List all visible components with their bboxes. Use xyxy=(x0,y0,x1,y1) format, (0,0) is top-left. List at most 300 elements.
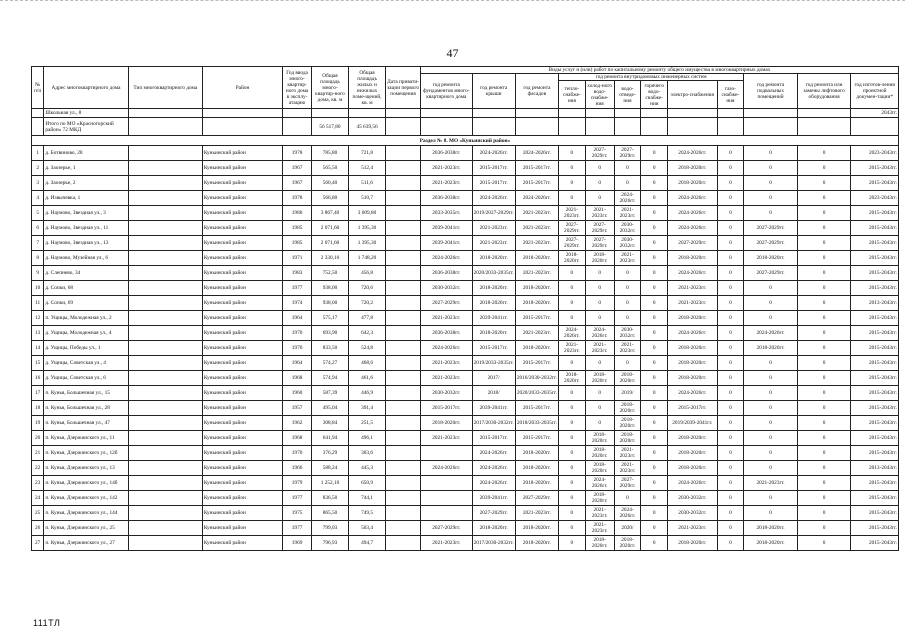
cell-project: 2015-2043гг. xyxy=(851,326,899,341)
cell-sewer: 2021-2023гг. xyxy=(614,461,641,476)
cell-heat: 0 xyxy=(559,281,586,296)
cell-basement: 0 xyxy=(744,146,798,161)
cell-heat: 0 xyxy=(559,401,586,416)
cell-electric: 2024-2026гг. xyxy=(668,326,717,341)
cell-roof: 2019/2033-2035гг. xyxy=(472,356,515,371)
cell-roof: 2021-2023гг. xyxy=(472,236,515,251)
cell-hot-water: 0 xyxy=(641,206,668,221)
header-living-area: Общая площадь жилых и нежилых поме-щений, кв. м xyxy=(349,67,386,109)
cell-foundation: 2024-2026гг. xyxy=(421,251,472,266)
cell-roof: 2015-2017гг. xyxy=(472,161,515,176)
cell-basement: 2027-2029гг. xyxy=(744,236,798,251)
cell-project: 2015-2043гг. xyxy=(851,266,899,281)
cell-total-area: 752,50 xyxy=(311,266,348,281)
cell-heat: 0 xyxy=(559,461,586,476)
cell-type xyxy=(128,461,202,476)
table-row xyxy=(32,371,899,386)
header-sewer: водо-отведе-ния xyxy=(614,81,641,109)
table-row xyxy=(32,266,899,281)
cell-heat: 2018-2020гг. xyxy=(559,371,586,386)
cell-num: 20 xyxy=(32,431,44,446)
cell-total-area: 587,39 xyxy=(311,386,348,401)
cell-project: 2043гг. xyxy=(851,109,899,118)
cell-living-area: 461,6 xyxy=(349,371,386,386)
cell-hot-water: 0 xyxy=(641,311,668,326)
cell-hot-water: 0 xyxy=(641,431,668,446)
cell-cold-water: 2024-2026гг. xyxy=(585,476,614,491)
cell-address: п. Кунья, Дзержинского ул., 27 xyxy=(44,536,128,551)
cell-hot-water: 0 xyxy=(641,446,668,461)
cell-lift: 0 xyxy=(797,416,851,431)
cell-heat: 0 xyxy=(559,191,586,206)
cell-lift: 0 xyxy=(797,371,851,386)
cell-total-area: 575,17 xyxy=(311,311,348,326)
cell-cold-water: 0 xyxy=(585,356,614,371)
cell-hot-water: 0 xyxy=(641,356,668,371)
cell-electric: 2024-2026гг. xyxy=(668,191,717,206)
table-row xyxy=(32,206,899,221)
cell-district: Куньинский район xyxy=(202,476,282,491)
cell-foundation: 2024-2026гг. xyxy=(421,461,472,476)
cell-cold-water: 2024-2026гг. xyxy=(585,326,614,341)
cell-gas: 0 xyxy=(717,401,744,416)
cell-facade: 2018-2020гг. xyxy=(515,461,558,476)
cell-heat: 0 xyxy=(559,536,586,551)
cell-lift: 0 xyxy=(797,446,851,461)
header-address: Адрес многоквартирного дома xyxy=(44,67,128,109)
cell-cold-water: 2018-2020гг. xyxy=(585,461,614,476)
table-row xyxy=(32,326,899,341)
cell-living-area: 650,9 xyxy=(349,476,386,491)
cell-gas: 0 xyxy=(717,326,744,341)
cell-heat: 0 xyxy=(559,446,586,461)
cell-roof: 2018-2020гг. xyxy=(472,521,515,536)
cell-basement: 0 xyxy=(744,356,798,371)
cell-cold-water: 0 xyxy=(585,296,614,311)
cell-gas: 0 xyxy=(717,311,744,326)
cell-project: 2015-2043гг. xyxy=(851,521,899,536)
cell-project: 2023-2043гг. xyxy=(851,191,899,206)
cell-hot-water: 0 xyxy=(641,506,668,521)
cell-district: Куньинский район xyxy=(202,401,282,416)
cell-sewer: 2018-2020гг. xyxy=(614,536,641,551)
cell-foundation: 2033-2035гг. xyxy=(421,206,472,221)
cell-district: Куньинский район xyxy=(202,416,282,431)
cell-cold-water: 2021-2023гг. xyxy=(585,206,614,221)
cell-num xyxy=(32,109,44,118)
cell-foundation: 2039-2041гг. xyxy=(421,236,472,251)
cell-living-area: 3 009,80 xyxy=(349,206,386,221)
cell-facade: 2018-2020гг. xyxy=(515,251,558,266)
cell-roof: 2018-2020гг. xyxy=(472,251,515,266)
cell-gas: 0 xyxy=(717,506,744,521)
cell-num: 1 xyxy=(32,146,44,161)
cell-num: 11 xyxy=(32,296,44,311)
cell-foundation: 2021-2023гг. xyxy=(421,371,472,386)
cell-basement: 0 xyxy=(744,191,798,206)
cell-lift: 0 xyxy=(797,491,851,506)
cell-total-label: Итого по МО «Красногорский район» 72 МКД xyxy=(44,118,128,136)
header-district: Район xyxy=(202,67,282,109)
cell-project: 2015-2043гг. xyxy=(851,476,899,491)
table-row xyxy=(32,236,899,251)
cell-project: 2015-2043гг. xyxy=(851,536,899,551)
cell-total-area: 693,90 xyxy=(311,326,348,341)
header-project: год изготов-ления проектной докумен-тации* xyxy=(851,74,899,109)
cell-basement: 0 xyxy=(744,401,798,416)
cell-address: п. Кунья, Дзержинского ул., 14б xyxy=(44,476,128,491)
cell-facade: 2015-2017гг. xyxy=(515,401,558,416)
table-row xyxy=(32,461,899,476)
cell-lift: 0 xyxy=(797,356,851,371)
cell-basement: 0 xyxy=(744,371,798,386)
cell-gas: 0 xyxy=(717,161,744,176)
cell-project: 2015-2043гг. xyxy=(851,506,899,521)
cell-privat-date xyxy=(386,311,421,326)
section-row xyxy=(32,136,899,146)
table-row xyxy=(32,386,899,401)
cell-lift: 0 xyxy=(797,536,851,551)
cell-year: 1970 xyxy=(283,341,312,356)
table-row xyxy=(32,296,899,311)
cell-total-area: 2 330,10 xyxy=(311,251,348,266)
cell-lift: 0 xyxy=(797,341,851,356)
cell-basement: 0 xyxy=(744,461,798,476)
cell-electric: 2024-2026гг. xyxy=(668,221,717,236)
cell-address: д. Ущицы, Молодежная ул., 4 xyxy=(44,326,128,341)
cell-year: 1985 xyxy=(283,221,312,236)
cell-electric: 2019/2039-2041гг. xyxy=(668,416,717,431)
cell-roof: 2024-2026гг. xyxy=(472,461,515,476)
cell-roof: 2039-2041гг. xyxy=(472,491,515,506)
cell-total-area: 2 071,60 xyxy=(311,236,348,251)
cell-year: 1968 xyxy=(283,431,312,446)
cell-project: 2015-2043гг. xyxy=(851,176,899,191)
cell-gas: 0 xyxy=(717,176,744,191)
cell-hot-water: 0 xyxy=(641,461,668,476)
cell-electric: 2018-2020гг. xyxy=(668,161,717,176)
cell-cold-water: 2021-2023гг. xyxy=(585,521,614,536)
cell-cold-water: 2018-2020гг. xyxy=(585,446,614,461)
cell-privat-date xyxy=(386,431,421,446)
cell-num: 12 xyxy=(32,311,44,326)
cell-gas: 0 xyxy=(717,206,744,221)
cell-electric: 2024-2026гг. xyxy=(668,146,717,161)
cell-year: 1977 xyxy=(283,281,312,296)
cell-lift: 0 xyxy=(797,176,851,191)
cell-hot-water: 0 xyxy=(641,536,668,551)
cell-lift: 0 xyxy=(797,431,851,446)
cell-hot-water: 0 xyxy=(641,146,668,161)
cell-heat: 0 xyxy=(559,521,586,536)
cell-gas: 0 xyxy=(717,146,744,161)
cell-gas: 0 xyxy=(717,296,744,311)
cell-project: 2013-2043гг. xyxy=(851,461,899,476)
cell-roof: 2018/ xyxy=(472,386,515,401)
cell-num: 9 xyxy=(32,266,44,281)
cell-roof: 2027-2029гг. xyxy=(472,506,515,521)
cell-roof: 2015-2017гг. xyxy=(472,431,515,446)
cell-roof: 2018-2020гг. xyxy=(472,326,515,341)
cell-sewer: 2021-2023гг. xyxy=(614,206,641,221)
cell-lift: 0 xyxy=(797,266,851,281)
cell-type xyxy=(128,176,202,191)
cell-heat: 0 xyxy=(559,266,586,281)
header-foundation: год ремонта фундаментов много-квартирного дома xyxy=(421,74,472,109)
cell-hot-water: 0 xyxy=(641,491,668,506)
cell-hot-water: 0 xyxy=(641,521,668,536)
cell-year: 1985 xyxy=(283,236,312,251)
cell-cold-water: 2027-2029гг. xyxy=(585,236,614,251)
cell-num: 7 xyxy=(32,236,44,251)
cell-privat-date xyxy=(386,296,421,311)
cell-total-area: 574,27 xyxy=(311,356,348,371)
cell-electric: 2018-2020гг. xyxy=(668,176,717,191)
cell-privat-date xyxy=(386,251,421,266)
cell-type xyxy=(128,356,202,371)
cell-sewer: 2027-2029гг. xyxy=(614,146,641,161)
cell-facade: 2018-2020гг. xyxy=(515,536,558,551)
cell-heat: 0 xyxy=(559,161,586,176)
cell-facade: 2015-2017гг. xyxy=(515,311,558,326)
cell-roof: 2015-2017гг. xyxy=(472,341,515,356)
cell-facade: 2018-2020гг. xyxy=(515,476,558,491)
cell-total-area: 865,50 xyxy=(311,506,348,521)
cell-gas: 0 xyxy=(717,281,744,296)
cell-num: 8 xyxy=(32,251,44,266)
cell-heat: 2018-2020гг. xyxy=(559,251,586,266)
cell-heat: 2024-2026гг. xyxy=(559,326,586,341)
cell-privat-date xyxy=(386,476,421,491)
cell-privat-date xyxy=(386,416,421,431)
table-row xyxy=(32,311,899,326)
cell-heat: 2021-2023гг. xyxy=(559,206,586,221)
cell-project: 2015-2043гг. xyxy=(851,236,899,251)
cell-total-area: 796,93 xyxy=(311,536,348,551)
cell-project: 2015-2043гг. xyxy=(851,416,899,431)
cell-facade: 2018-2020гг. xyxy=(515,296,558,311)
cell-year: 1977 xyxy=(283,491,312,506)
cell-lift: 0 xyxy=(797,221,851,236)
cell-sewer: 2018-2020гг. xyxy=(614,431,641,446)
cell-gas: 0 xyxy=(717,461,744,476)
table-row xyxy=(32,161,899,176)
cell-living-area: 468,6 xyxy=(349,356,386,371)
cell-foundation: 2039-2041гг. xyxy=(421,221,472,236)
cell-hot-water: 0 xyxy=(641,236,668,251)
cell-project: 2015-2043гг. xyxy=(851,341,899,356)
cell-basement: 2018-2020гг. xyxy=(744,341,798,356)
cell-num: 18 xyxy=(32,401,44,416)
cell-living-area: 446,9 xyxy=(349,386,386,401)
cell-electric: 2024-2026гг. xyxy=(668,476,717,491)
cell-type xyxy=(128,476,202,491)
cell-foundation: 2024-2026гг. xyxy=(421,341,472,356)
cell-facade: 2015-2017гг. xyxy=(515,431,558,446)
cell-gas: 0 xyxy=(717,491,744,506)
cell-sewer: 0 xyxy=(614,491,641,506)
cell-num: 4 xyxy=(32,191,44,206)
cell-address: п. Кунья, Дзержинского ул., 144 xyxy=(44,506,128,521)
cell-basement: 0 xyxy=(744,386,798,401)
cell-year: 1962 xyxy=(283,416,312,431)
cell-total-area: 574,94 xyxy=(311,371,348,386)
cell-cold-water: 2018-2020гг. xyxy=(585,536,614,551)
cell-basement: 2018-2020гг. xyxy=(744,251,798,266)
cell-num: 6 xyxy=(32,221,44,236)
cell-gas: 0 xyxy=(717,386,744,401)
cell-basement: 2018-2020гг. xyxy=(744,536,798,551)
cell-district: Куньинский район xyxy=(202,191,282,206)
cell-basement: 0 xyxy=(744,206,798,221)
cell-project: 2015-2043гг. xyxy=(851,206,899,221)
cell-living-area: 511,6 xyxy=(349,176,386,191)
cell-foundation: 2030-2032гг. xyxy=(421,386,472,401)
cell-privat-date xyxy=(386,446,421,461)
cell-lift: 0 xyxy=(797,386,851,401)
cell-hot-water: 0 xyxy=(641,161,668,176)
cell-privat-date xyxy=(386,326,421,341)
cell-year: 1969 xyxy=(283,536,312,551)
cell-hot-water: 0 xyxy=(641,296,668,311)
cell-address: д. Наумово, Звездная ул., 3 xyxy=(44,206,128,221)
cell-num: 26 xyxy=(32,521,44,536)
cell-cold-water: 2027-2029гг. xyxy=(585,146,614,161)
cell-sewer: 2021-2023гг. xyxy=(614,446,641,461)
cell-basement: 0 xyxy=(744,311,798,326)
cell-facade: 2021-2023гг. xyxy=(515,266,558,281)
cell-foundation: 2021-2023гг. xyxy=(421,161,472,176)
cell-lift: 0 xyxy=(797,236,851,251)
cell-basement: 0 xyxy=(744,161,798,176)
cell-address: п. Кунья, Дзержинского ул., 142 xyxy=(44,491,128,506)
cell-lift: 0 xyxy=(797,296,851,311)
cell-electric: 2018-2020гг. xyxy=(668,446,717,461)
cell-lift: 0 xyxy=(797,476,851,491)
cell-address: п. Кунья, Дзержинского ул., 13 xyxy=(44,461,128,476)
cell-hot-water: 0 xyxy=(641,191,668,206)
cell-hot-water: 0 xyxy=(641,326,668,341)
cell-living-area: 720,6 xyxy=(349,281,386,296)
cell-electric: 2030-2032гг. xyxy=(668,506,717,521)
cell-project: 2015-2043гг. xyxy=(851,371,899,386)
cell-project: 2015-2043гг. xyxy=(851,446,899,461)
cell-foundation xyxy=(421,476,472,491)
table-row xyxy=(32,221,899,236)
cell-electric: 2018-2020гг. xyxy=(668,371,717,386)
cell-num: 22 xyxy=(32,461,44,476)
cell-gas: 0 xyxy=(717,356,744,371)
cell-foundation: 2021-2023гг. xyxy=(421,536,472,551)
cell-gas: 0 xyxy=(717,191,744,206)
cell-address: д. Наумово, Музейная ул., 6 xyxy=(44,251,128,266)
cell-num: 19 xyxy=(32,416,44,431)
cell-gas: 0 xyxy=(717,431,744,446)
cell-num: 21 xyxy=(32,446,44,461)
cell-cold-water: 0 xyxy=(585,161,614,176)
cell-privat-date xyxy=(386,146,421,161)
cell-gas: 0 xyxy=(717,416,744,431)
cell-basement: 2024-2026гг. xyxy=(744,326,798,341)
cell-project: 2015-2043гг. xyxy=(851,401,899,416)
cell-total-area: 3 867,40 xyxy=(311,206,348,221)
cell-cold-water: 2018-2020гг. xyxy=(585,491,614,506)
cell-sewer: 2018-2020гг. xyxy=(614,401,641,416)
cell-sewer: 2018-2020гг. xyxy=(614,416,641,431)
cell-district: Куньинский район xyxy=(202,266,282,281)
cell-roof: 2015-2017гг. xyxy=(472,176,515,191)
cell-roof: 2017/ xyxy=(472,371,515,386)
cell-privat-date xyxy=(386,221,421,236)
cell-type xyxy=(128,431,202,446)
cell-basement: 2021-2023гг. xyxy=(744,476,798,491)
header-basement: год ремонта подвальных помещений xyxy=(744,74,798,109)
cell-hot-water: 0 xyxy=(641,266,668,281)
cell-facade: 2015-2017гг. xyxy=(515,176,558,191)
cell-project: 2015-2043гг. xyxy=(851,431,899,446)
cell-roof: 2024-2026гг. xyxy=(472,191,515,206)
cell-total-area: 566,80 xyxy=(311,191,348,206)
header-electric: электро-снабжения xyxy=(668,81,717,109)
cell-lift: 0 xyxy=(797,281,851,296)
cell-address: п. Кунья, Большечная ул., 28 xyxy=(44,401,128,416)
cell-project: 2015-2043гг. xyxy=(851,221,899,236)
cell-foundation: 2036-2038гг. xyxy=(421,191,472,206)
table-row xyxy=(32,536,899,551)
cell-district: Куньинский район xyxy=(202,341,282,356)
cell-sewer: 2018-2020гг. xyxy=(614,371,641,386)
cell-roof: 2018-2020гг. xyxy=(472,281,515,296)
cell-facade: 2018/2033-2035гг. xyxy=(515,416,558,431)
cell-heat: 0 xyxy=(559,476,586,491)
cell-privat-date xyxy=(386,371,421,386)
cell-facade: 2021-2023гг. xyxy=(515,326,558,341)
cell-living-area: 496,1 xyxy=(349,431,386,446)
cell-living-area: 445,3 xyxy=(349,461,386,476)
cell-district: Куньинский район xyxy=(202,356,282,371)
cell-facade: 2015-2017гг. xyxy=(515,356,558,371)
cell-num: 14 xyxy=(32,341,44,356)
cell-address: д. Наумово, Звездная ул., 13 xyxy=(44,236,128,251)
cell-total-area: 560,40 xyxy=(311,176,348,191)
cell-project: 2015-2043гг. xyxy=(851,281,899,296)
table-row xyxy=(32,401,899,416)
cell-facade: 2021-2023гг. xyxy=(515,236,558,251)
cell-address: д. Заозерье, 1 xyxy=(44,161,128,176)
cell-roof: 2021-2023гг. xyxy=(472,221,515,236)
cell-address: д. Ботвиново, 28 xyxy=(44,146,128,161)
cell-total-area: 836,50 xyxy=(311,491,348,506)
cell-privat-date xyxy=(386,521,421,536)
cell-cold-water: 0 xyxy=(585,191,614,206)
table-row-total xyxy=(32,118,899,136)
cell-privat-date xyxy=(386,281,421,296)
cell-cold-water: 2018-2020гг. xyxy=(585,251,614,266)
cell-sewer: 2030-2032гг. xyxy=(614,236,641,251)
cell-sewer: 0 xyxy=(614,296,641,311)
cell-heat: 0 xyxy=(559,386,586,401)
cell-address: п. Кунья, Дзержинского ул., 25 xyxy=(44,521,128,536)
cell-foundation xyxy=(421,506,472,521)
cell-district: Куньинский район xyxy=(202,296,282,311)
header-hot-water: горячего водо-снабже-ния xyxy=(641,81,668,109)
cell-type xyxy=(128,251,202,266)
cell-district: Куньинский район xyxy=(202,431,282,446)
cell-type xyxy=(128,296,202,311)
cell-privat-date xyxy=(386,176,421,191)
cell-total-area: 641,94 xyxy=(311,431,348,446)
header-heat: тепло-снабже-ния xyxy=(559,81,586,109)
